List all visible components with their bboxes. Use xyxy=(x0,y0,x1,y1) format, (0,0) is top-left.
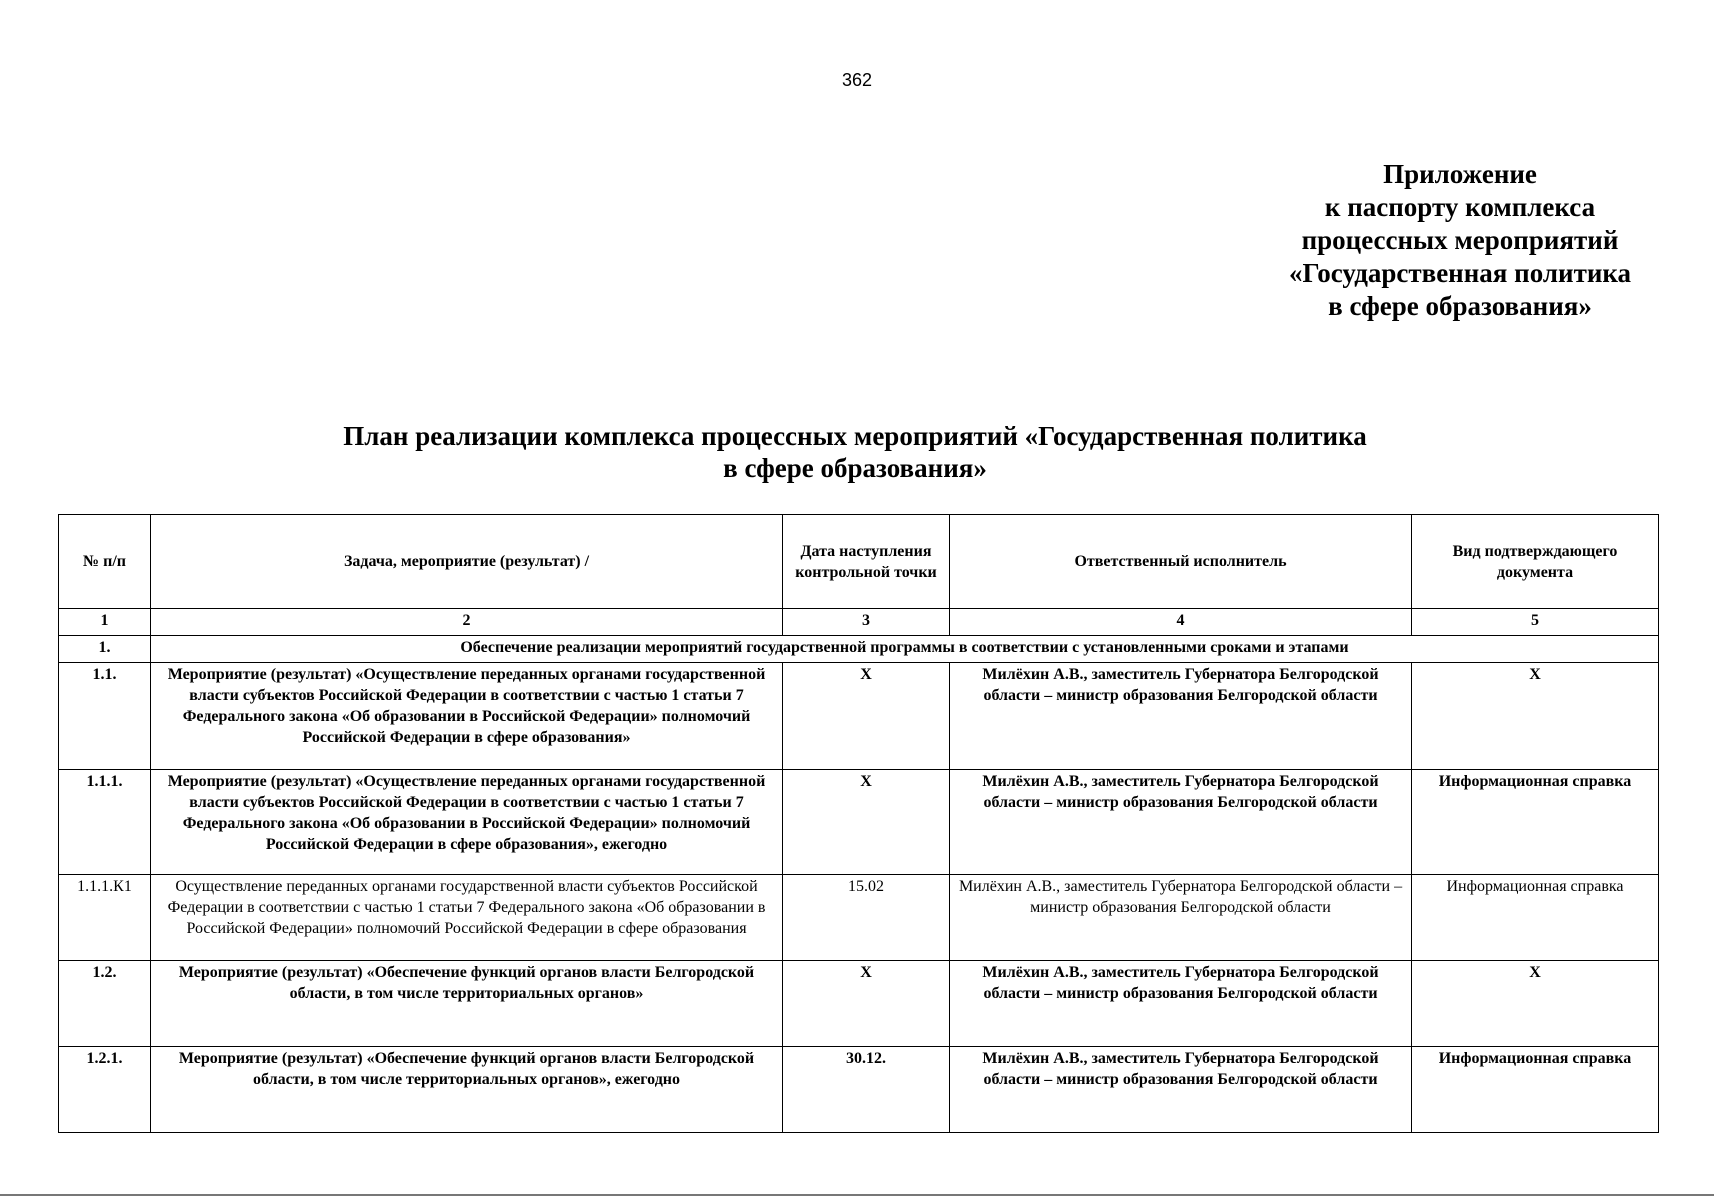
appendix-heading xyxy=(1240,158,1680,323)
appendix-line: Приложение xyxy=(1383,159,1537,189)
row-document: Информационная справка xyxy=(1412,770,1659,875)
table-row xyxy=(59,875,1659,961)
appendix-line: процессных мероприятий xyxy=(1301,225,1619,255)
column-number: 1 xyxy=(59,609,151,636)
page-number: 362 xyxy=(841,70,873,90)
row-task: Мероприятие (результат) «Осуществление переданных органами государственной власти субъектов Российской Федерации в соответствии с частью 1 статьи 7 Федерального закона «Об образовании в Российской Федерации» полномочий Российской Федерации в сфере образования» xyxy=(151,663,783,770)
plan-table xyxy=(58,514,1659,1133)
header-responsible: Ответственный исполнитель xyxy=(950,515,1412,609)
plan-title-line: в сфере образования» xyxy=(723,453,987,483)
header-task: Задача, мероприятие (результат) / xyxy=(151,515,783,609)
row-task: Мероприятие (результат) «Осуществление переданных органами государственной власти субъектов Российской Федерации в соответствии с частью 1 статьи 7 Федерального закона «Об образовании в Российской Федерации» полномочий Российской Федерации в сфере образования», ежегодно xyxy=(151,770,783,875)
column-number-row xyxy=(59,609,1659,636)
row-date: 15.02 xyxy=(783,875,950,961)
row-document: Информационная справка xyxy=(1412,1047,1659,1133)
table-row xyxy=(59,1047,1659,1133)
header-date: Дата наступления контрольной точки xyxy=(783,515,950,609)
row-num: 1.1.1. xyxy=(59,770,151,875)
header-num: № п/п xyxy=(59,515,151,609)
table-row xyxy=(59,663,1659,770)
plan-title xyxy=(200,420,1510,484)
row-responsible: Милёхин А.В., заместитель Губернатора Белгородской области – министр образования Белгородской области xyxy=(950,1047,1412,1133)
row-date: Х xyxy=(783,770,950,875)
row-num: 1.1. xyxy=(59,663,151,770)
section-num: 1. xyxy=(59,636,151,663)
row-task: Осуществление переданных органами государственной власти субъектов Российской Федерации в соответствии с частью 1 статьи 7 Федерального закона «Об образовании в Российской Федерации» полномочий Российской Федерации в сфере образования xyxy=(151,875,783,961)
row-document: Информационная справка xyxy=(1412,875,1659,961)
scan-bottom-edge xyxy=(0,1194,1714,1196)
column-number: 3 xyxy=(783,609,950,636)
row-num: 1.2. xyxy=(59,961,151,1047)
row-num: 1.1.1.К1 xyxy=(59,875,151,961)
row-document: Х xyxy=(1412,663,1659,770)
row-responsible: Милёхин А.В., заместитель Губернатора Белгородской области – министр образования Белгородской области xyxy=(950,875,1412,961)
header-document: Вид подтверждающего документа xyxy=(1412,515,1659,609)
table-row xyxy=(59,961,1659,1047)
row-date: Х xyxy=(783,961,950,1047)
header-row xyxy=(59,515,1659,609)
row-task: Мероприятие (результат) «Обеспечение функций органов власти Белгородской области, в том числе территориальных органов», ежегодно xyxy=(151,1047,783,1133)
plan-title-line: План реализации комплекса процессных мероприятий «Государственная политика xyxy=(343,421,1367,451)
row-num: 1.2.1. xyxy=(59,1047,151,1133)
row-responsible: Милёхин А.В., заместитель Губернатора Белгородской области – министр образования Белгородской области xyxy=(950,961,1412,1047)
table-row xyxy=(59,770,1659,875)
row-responsible: Милёхин А.В., заместитель Губернатора Белгородской области – министр образования Белгородской области xyxy=(950,770,1412,875)
column-number: 5 xyxy=(1412,609,1659,636)
appendix-line: в сфере образования» xyxy=(1328,291,1592,321)
column-number: 4 xyxy=(950,609,1412,636)
row-task: Мероприятие (результат) «Обеспечение функций органов власти Белгородской области, в том числе территориальных органов» xyxy=(151,961,783,1047)
row-date: 30.12. xyxy=(783,1047,950,1133)
appendix-line: «Государственная политика xyxy=(1288,258,1632,288)
row-document: Х xyxy=(1412,961,1659,1047)
column-number: 2 xyxy=(151,609,783,636)
appendix-line: к паспорту комплекса xyxy=(1324,192,1596,222)
row-responsible: Милёхин А.В., заместитель Губернатора Белгородской области – министр образования Белгородской области xyxy=(950,663,1412,770)
section-row xyxy=(59,636,1659,663)
section-title: Обеспечение реализации мероприятий государственной программы в соответствии с установленными сроками и этапами xyxy=(151,636,1659,663)
row-date: Х xyxy=(783,663,950,770)
